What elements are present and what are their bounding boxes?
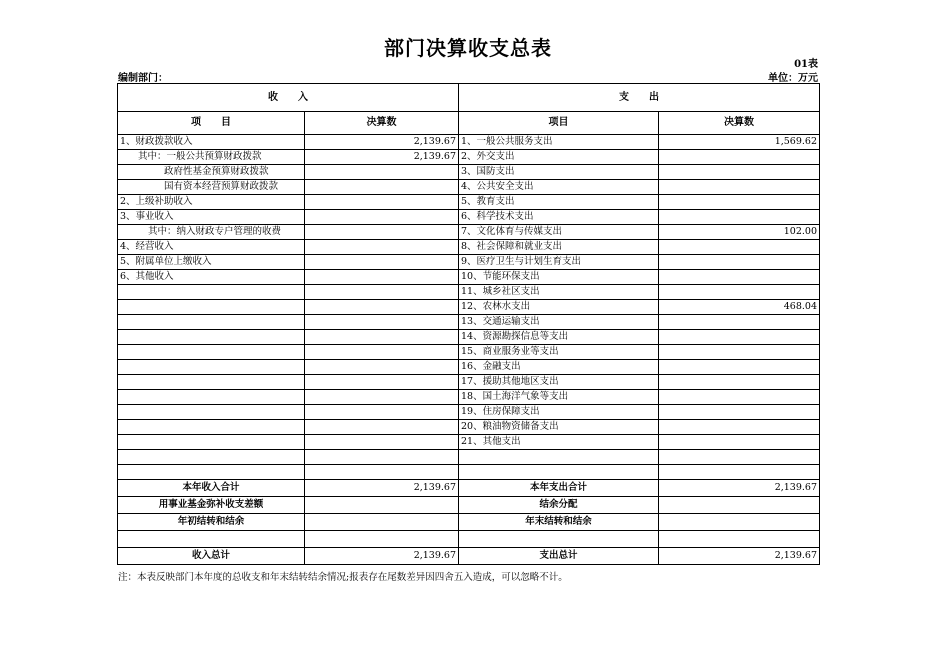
page-title: 部门决算收支总表 <box>384 36 552 60</box>
expense-amount <box>659 330 820 345</box>
income-item: 1、财政拨款收入 <box>118 135 305 150</box>
expense-item: 9、医疗卫生与计划生育支出 <box>459 255 659 270</box>
income-item: 6、其他收入 <box>118 270 305 285</box>
expense-item: 4、公共安全支出 <box>459 180 659 195</box>
income-total-amount <box>305 497 459 514</box>
income-item <box>118 345 305 360</box>
income-total-amount: 2,139.67 <box>305 548 459 565</box>
table-row <box>118 210 820 225</box>
expense-item: 12、农林水支出 <box>459 300 659 315</box>
income-amount <box>305 225 459 240</box>
income-total-label <box>118 531 305 548</box>
expense-amount <box>659 315 820 330</box>
expense-item: 2、外交支出 <box>459 150 659 165</box>
expense-item <box>459 465 659 480</box>
income-item <box>118 465 305 480</box>
table-row <box>118 465 820 480</box>
expense-item: 21、其他支出 <box>459 435 659 450</box>
expense-item: 15、商业服务业等支出 <box>459 345 659 360</box>
table-row <box>118 255 820 270</box>
income-amount <box>305 165 459 180</box>
total-row <box>118 497 820 514</box>
expense-total-label: 结余分配 <box>459 497 659 514</box>
department-label: 编制部门： <box>118 73 168 84</box>
budget-table <box>117 83 820 565</box>
expense-amount <box>659 150 820 165</box>
expense-item: 1、一般公共服务支出 <box>459 135 659 150</box>
income-item <box>118 450 305 465</box>
expense-item: 5、教育支出 <box>459 195 659 210</box>
income-item <box>118 315 305 330</box>
income-header: 收 入 <box>118 84 459 112</box>
table-row <box>118 330 820 345</box>
income-item <box>118 285 305 300</box>
footnote: 注：本表反映部门本年度的总收支和年末结转结余情况;报表存在尾数差异因四舍五入造成，可以忽略不计。 <box>118 572 568 583</box>
income-item <box>118 300 305 315</box>
income-amount <box>305 435 459 450</box>
table-row <box>118 360 820 375</box>
expense-total-label: 支出总计 <box>459 548 659 565</box>
income-total-label: 用事业基金弥补收支差额 <box>118 497 305 514</box>
income-total-label: 年初结转和结余 <box>118 514 305 531</box>
income-amount <box>305 240 459 255</box>
expense-item: 14、资源勘探信息等支出 <box>459 330 659 345</box>
expense-amount <box>659 435 820 450</box>
income-total-amount: 2,139.67 <box>305 480 459 497</box>
expense-item: 8、社会保障和就业支出 <box>459 240 659 255</box>
table-row <box>118 315 820 330</box>
expense-amount <box>659 255 820 270</box>
expense-amount <box>659 345 820 360</box>
income-amount <box>305 210 459 225</box>
income-amount <box>305 285 459 300</box>
income-amount <box>305 345 459 360</box>
expense-item: 20、粮油物资储备支出 <box>459 420 659 435</box>
table-row <box>118 405 820 420</box>
expense-total-amount: 2,139.67 <box>659 548 820 565</box>
expense-item <box>459 450 659 465</box>
expense-total-amount <box>659 514 820 531</box>
expense-total-amount <box>659 531 820 548</box>
expense-item: 18、国土海洋气象等支出 <box>459 390 659 405</box>
table-row <box>118 375 820 390</box>
expense-amount <box>659 240 820 255</box>
income-item: 政府性基金预算财政拨款 <box>118 165 305 180</box>
total-row <box>118 480 820 497</box>
income-item-header: 项 目 <box>118 112 305 135</box>
income-amount: 2,139.67 <box>305 135 459 150</box>
income-amount <box>305 450 459 465</box>
income-item: 国有资本经营预算财政拨款 <box>118 180 305 195</box>
table-row <box>118 240 820 255</box>
income-item <box>118 375 305 390</box>
income-total-label: 收入总计 <box>118 548 305 565</box>
table-row <box>118 195 820 210</box>
expense-total-label <box>459 531 659 548</box>
expense-item: 19、住房保障支出 <box>459 405 659 420</box>
income-amount <box>305 195 459 210</box>
income-item <box>118 390 305 405</box>
expense-item: 11、城乡社区支出 <box>459 285 659 300</box>
income-item: 5、附属单位上缴收入 <box>118 255 305 270</box>
expense-item: 10、节能环保支出 <box>459 270 659 285</box>
income-item: 其中：一般公共预算财政拨款 <box>118 150 305 165</box>
income-amount: 2,139.67 <box>305 150 459 165</box>
expense-amount <box>659 420 820 435</box>
income-item <box>118 435 305 450</box>
expense-total-amount <box>659 497 820 514</box>
income-amount <box>305 375 459 390</box>
table-row <box>118 165 820 180</box>
expense-amount <box>659 465 820 480</box>
expense-amount: 468.04 <box>659 300 820 315</box>
table-number: 01表 <box>794 59 818 70</box>
expense-total-amount: 2,139.67 <box>659 480 820 497</box>
expense-amount <box>659 375 820 390</box>
expense-item: 3、国防支出 <box>459 165 659 180</box>
income-amount <box>305 315 459 330</box>
expense-amount: 102.00 <box>659 225 820 240</box>
expense-item: 17、援助其他地区支出 <box>459 375 659 390</box>
table-row <box>118 420 820 435</box>
expense-item: 13、交通运输支出 <box>459 315 659 330</box>
total-row <box>118 548 820 565</box>
income-amount <box>305 180 459 195</box>
income-amount <box>305 300 459 315</box>
income-total-label: 本年收入合计 <box>118 480 305 497</box>
table-row <box>118 300 820 315</box>
expense-amount <box>659 180 820 195</box>
table-row <box>118 180 820 195</box>
expense-item: 6、科学技术支出 <box>459 210 659 225</box>
expense-item: 7、文化体育与传媒支出 <box>459 225 659 240</box>
expense-total-label: 本年支出合计 <box>459 480 659 497</box>
table-row <box>118 450 820 465</box>
expense-amount <box>659 285 820 300</box>
income-item <box>118 360 305 375</box>
expense-total-label: 年末结转和结余 <box>459 514 659 531</box>
income-item: 2、上级补助收入 <box>118 195 305 210</box>
income-amount <box>305 390 459 405</box>
expense-item: 16、金融支出 <box>459 360 659 375</box>
expense-amount <box>659 390 820 405</box>
table-row <box>118 135 820 150</box>
expense-item-header: 项目 <box>459 112 659 135</box>
income-item <box>118 330 305 345</box>
unit-label: 单位：万元 <box>768 73 818 84</box>
income-amount <box>305 330 459 345</box>
income-total-amount <box>305 531 459 548</box>
table-row <box>118 435 820 450</box>
table-row <box>118 285 820 300</box>
expense-amount-header: 决算数 <box>659 112 820 135</box>
income-amount <box>305 465 459 480</box>
table-row <box>118 150 820 165</box>
income-item <box>118 420 305 435</box>
expense-amount: 1,569.62 <box>659 135 820 150</box>
total-row <box>118 514 820 531</box>
expense-amount <box>659 270 820 285</box>
expense-amount <box>659 195 820 210</box>
expense-amount <box>659 360 820 375</box>
table-row <box>118 390 820 405</box>
income-amount <box>305 270 459 285</box>
table-row <box>118 345 820 360</box>
income-item: 4、经营收入 <box>118 240 305 255</box>
income-amount <box>305 420 459 435</box>
expense-amount <box>659 405 820 420</box>
income-amount <box>305 360 459 375</box>
total-row <box>118 531 820 548</box>
expense-amount <box>659 210 820 225</box>
expense-header: 支 出 <box>459 84 820 112</box>
income-total-amount <box>305 514 459 531</box>
income-amount-header: 决算数 <box>305 112 459 135</box>
table-row <box>118 270 820 285</box>
income-item: 3、事业收入 <box>118 210 305 225</box>
expense-amount <box>659 165 820 180</box>
income-amount <box>305 405 459 420</box>
income-item: 其中：纳入财政专户管理的收费 <box>118 225 305 240</box>
table-row <box>118 225 820 240</box>
expense-amount <box>659 450 820 465</box>
income-item <box>118 405 305 420</box>
income-amount <box>305 255 459 270</box>
